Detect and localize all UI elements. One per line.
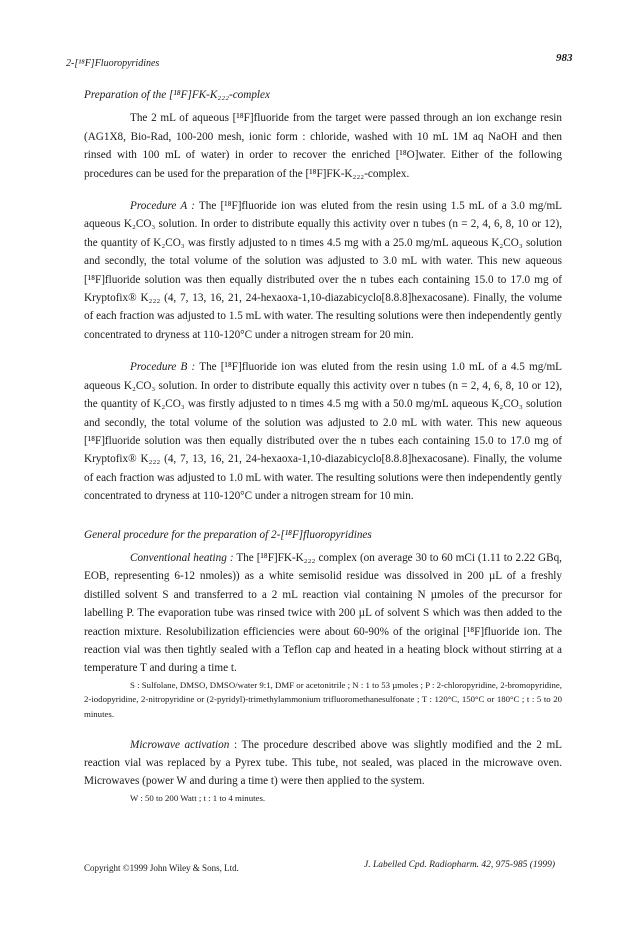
conventional-heating-text: The [¹⁸F]FK-K₂₂₂ complex (on average 30 to 60 mCi (1.11 to 2.22 GBq, EOB, representing 6-12 nmoles)) as a white semisolid residue was dissolved in 200 µL of a freshly distilled solvent S and transferred to a 2 mL reaction vial containing N µmoles of the precursor for labelling P. The evaporation tube was rinsed twice with 200 µL of solvent S which was then added to the reaction mixture. Resolubilization efficiencies were about 60-90% of the original [¹⁸F]fluoride ion. The reaction vial was then tightly sealed with a Teflon cap and heated in a heating block without stirring at a temperature T and during a time t.: [84, 551, 562, 675]
journal-citation: J. Labelled Cpd. Radiopharm. 42, 975-985 (1999): [364, 860, 556, 870]
procedure-a-label: Procedure A :: [130, 200, 195, 213]
microwave-text: : The procedure described above was slightly modified and the 2 mL reaction vial was replaced by a Pyrex tube. This tube, not sealed, was placed in the microwave oven. Microwaves (power W and during a time t) were then applied to the system.: [84, 738, 562, 788]
copyright-notice: Copyright ©1999 John Wiley & Sons, Ltd.: [84, 863, 239, 873]
paragraph-conventional-heating: [84, 549, 562, 678]
procedure-a-text: The [¹⁸F]fluoride ion was eluted from the resin using 1.5 mL of a 3.0 mg/mL aqueous K₂CO₃ solution. In order to distribute equally this activity over n tubes (n = 2, 4, 6, 8, 10 or 12), the quantity of K₂CO₃ was firstly adjusted to n times 4.5 mg with a 25.0 mg/mL aqueous K₂CO₃ solution and secondly, the total volume of the solution was adjusted to 3.0 mL with water. This new aqueous [¹⁸F]fluoride solution was then equally distributed over the n tubes each containing 15.0 to 17.0 mg of Kryptofix® K₂₂₂ (4, 7, 13, 16, 21, 24-hexaoxa-1,10-diazabicyclo[8.8.8]hexacosane). Finally, the volume of each fraction was adjusted to 1.5 mL with water. The resulting solutions were then independently gently concentrated to dryness at 110-120°C under a nitrogen stream for 20 min.: [84, 200, 563, 341]
microwave-label: Microwave activation: [130, 738, 230, 751]
paragraph-procedure-a: [84, 197, 562, 344]
note-microwave-conditions: W : 50 to 200 Watt ; t : 1 to 4 minutes.: [130, 792, 266, 803]
paragraph-intro: The 2 mL of aqueous [¹⁸F]fluoride from the target were passed through an ion exchange resin (AG1X8, Bio-Rad, 100-200 mesh, ionic form : chloride, washed with 10 mL 1M aq NaOH and then rinsed with 100 mL of water) in order to recover the enriched [¹⁸O]water. Either of the following procedures can be used for the preparation of the [¹⁸F]FK-K₂₂₂-complex.: [84, 112, 562, 180]
procedure-b-text: The [¹⁸F]fluoride ion was eluted from the resin using 1.0 mL of a 4.5 mg/mL aqueous K₂CO₃ solution. In order to distribute equally this activity over n tubes (n = 2, 4, 6, 8, 10 or 12), the quantity of K₂CO₃ was firstly adjusted to n times 4.5 mg with a 50.0 mg/mL aqueous K₂CO₃ solution and secondly, the total volume of the solution was adjusted to 2.0 mL with water. This new aqueous [¹⁸F]fluoride solution was then equally distributed over the n tubes each containing 15.0 to 17.0 mg of Kryptofix® K₂₂₂ (4, 7, 13, 16, 21, 24-hexaoxa-1,10-diazabicyclo[8.8.8]hexacosane). Finally, the volume of each fraction was adjusted to 1.0 mL with water. The resulting solutions were then independently gently concentrated to dryness at 110-120°C under a nitrogen stream for 10 min.: [84, 361, 563, 503]
article-body: [84, 86, 562, 805]
note-conventional-conditions: S : Sulfolane, DMSO, DMSO/water 9:1, DMF or acetonitrile ; N : 1 to 53 µmoles ; P : 2-chloropyridine, 2-bromopyridine, 2-iodopyridine, 2-nitropyridine or (2-pyridyl)-trimethylammonium trifluoromethanesulfonate ; T : 120°C, 150°C or 180°C ; t : 5 to 20 minutes.: [84, 679, 562, 719]
page-number: 983: [556, 52, 573, 64]
paragraph-procedure-b: [84, 358, 562, 505]
section-heading-general: General procedure for the preparation of 2-[¹⁸F]fluoropyridines: [84, 528, 372, 541]
conventional-heating-label: Conventional heating :: [130, 551, 234, 564]
section-heading-complex: Preparation of the [¹⁸F]FK-K₂₂₂-complex: [84, 89, 270, 101]
procedure-b-label: Procedure B :: [130, 361, 196, 374]
running-head: 2-[¹⁸F]Fluoropyridines: [66, 58, 160, 69]
paragraph-microwave: [84, 736, 562, 791]
